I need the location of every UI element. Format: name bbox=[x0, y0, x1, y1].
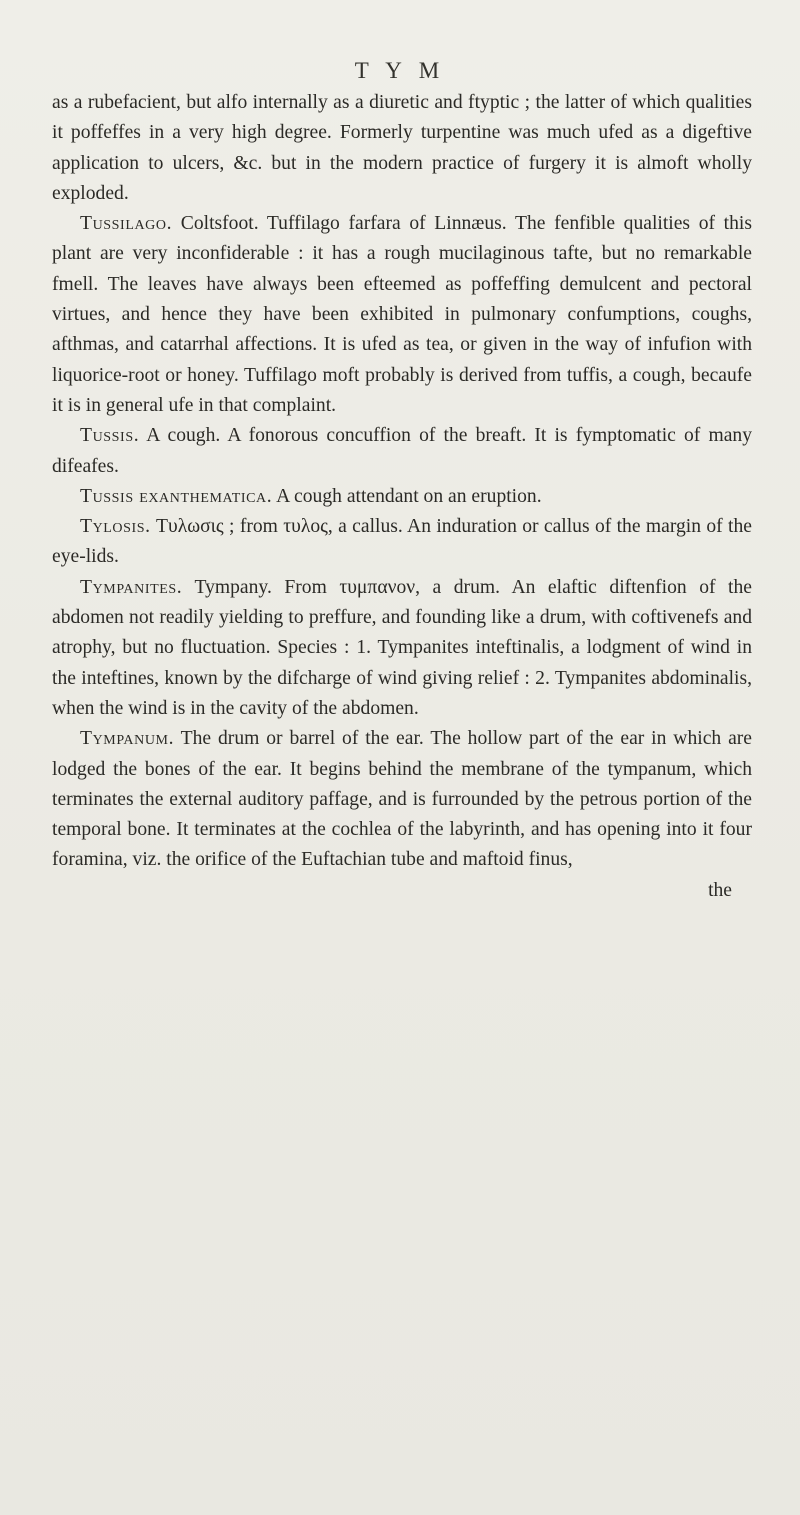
text-body bbox=[52, 88, 752, 906]
paragraph-continuation bbox=[52, 88, 752, 209]
paragraph-text: as a rubefacient, but alfo internally as a diuretic and ftyptic ; the latter of which qualities it poffeffes in a very high degree. Formerly turpentine was much ufed as a digeftive application to ulcers, &c. but in the modern practice of furgery it is almoft wholly exploded. bbox=[52, 92, 752, 204]
entry-text: Τυλωσις ; from τυλος, a callus. An induration or callus of the margin of the eye-lids. bbox=[52, 516, 752, 568]
entry-tussis bbox=[52, 421, 752, 482]
entry-tussis-exanthematica bbox=[52, 482, 752, 512]
entry-term: Tussilago. bbox=[80, 213, 173, 235]
catchword: the bbox=[708, 879, 732, 901]
entry-tympanites bbox=[52, 573, 752, 724]
entry-text: Tympany. From τυμπανον, a drum. An elaftic diftenfion of the abdomen not readily yielding to preffure, and founding like a drum, with coftivenefs and atrophy, but no fluctuation. Species : 1. Tympanites inteftinalis, a lodgment of wind in the inteftines, known by the difcharge of wind giving relief : 2. Tympanites abdominalis, when the wind is in the cavity of the abdomen. bbox=[52, 576, 752, 719]
entry-term: Tylosis. bbox=[80, 516, 151, 538]
entry-term: Tympanum. bbox=[80, 728, 175, 750]
entry-tylosis bbox=[52, 512, 752, 573]
entry-tympanum bbox=[52, 724, 752, 875]
entry-term: Tympanites. bbox=[80, 576, 183, 598]
entry-text: The drum or barrel of the ear. The hollow part of the ear in which are lodged the bones of the ear. It begins behind the membrane of the tympanum, which terminates the external auditory paffage, and is furrounded by the petrous portion of the temporal bone. It terminates at the cochlea of the labyrinth, and has opening into it four foramina, viz. the orifice of the Euftachian tube and maftoid finus, bbox=[52, 728, 752, 871]
entry-text: Coltsfoot. Tuffilago farfara of Linnæus. The fenfible qualities of this plant are very inconfiderable : it has a rough mucilaginous tafte, but no remarkable fmell. The leaves have always been efteemed as poffeffing demulcent and pectoral virtues, and hence they have been exhibited in pulmonary confumptions, coughs, afthmas, and catarrhal affections. It is ufed as tea, or given in the way of infufion with liquorice-root or honey. Tuffilago moft probably is derived from tuffis, a cough, becaufe it is in general ufe in that complaint. bbox=[52, 213, 752, 416]
entry-text: A cough attendant on an eruption. bbox=[272, 485, 542, 507]
entry-term: Tussis exanthematica. bbox=[80, 485, 273, 507]
entry-term: Tussis. bbox=[80, 425, 140, 447]
entry-text: A cough. A fonorous concuffion of the breaft. It is fymptomatic of many difeafes. bbox=[52, 425, 752, 477]
entry-tussilago bbox=[52, 209, 752, 421]
running-head: T Y M bbox=[354, 58, 446, 83]
